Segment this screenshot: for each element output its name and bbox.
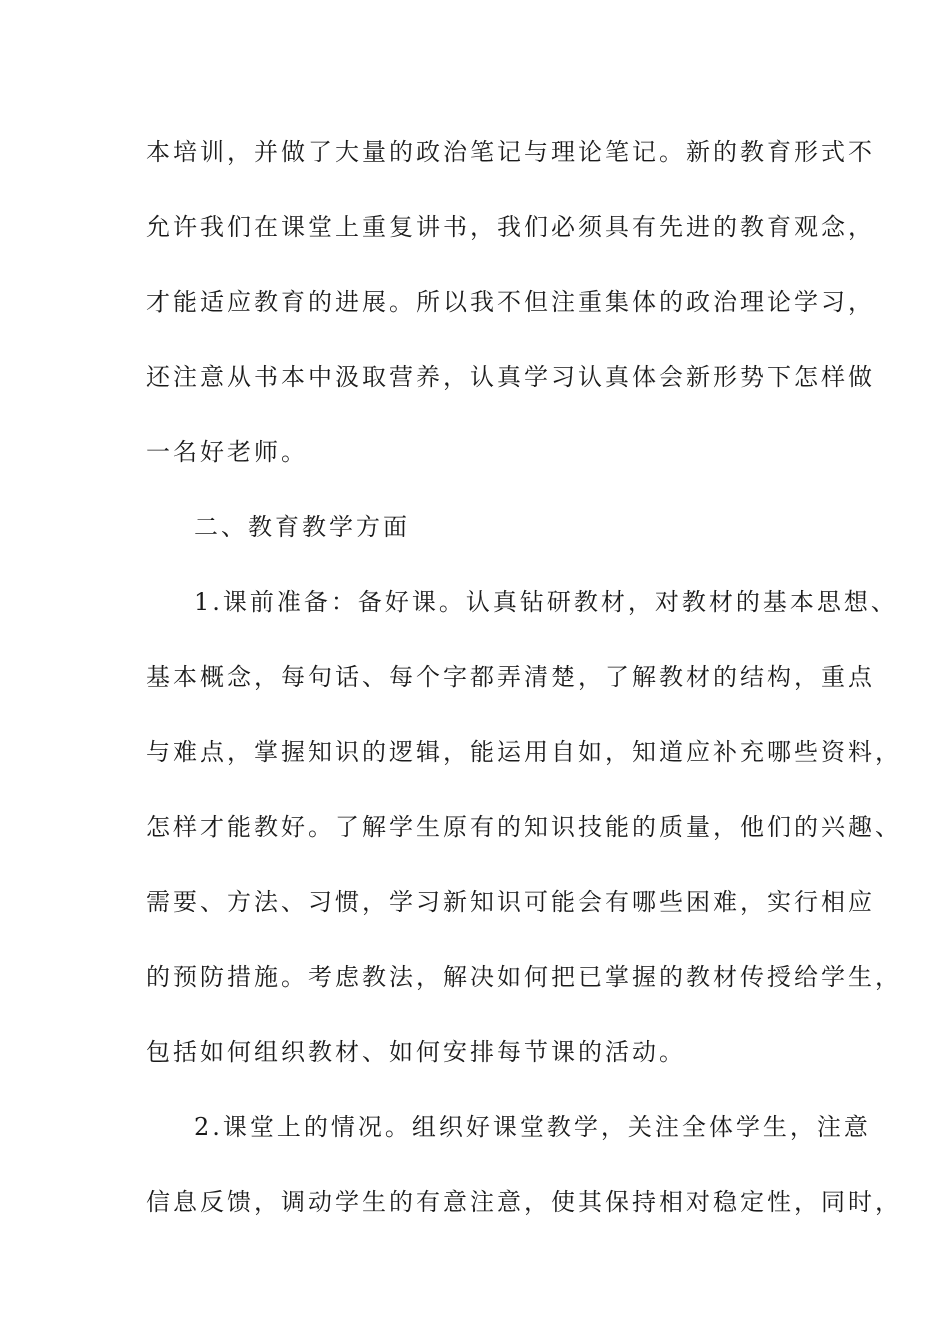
text-line: 与难点，掌握知识的逻辑，能运用自如，知道应补充哪些资料， <box>146 738 902 766</box>
text-line: 基本概念，每句话、每个字都弄清楚，了解教材的结构，重点 <box>146 663 875 691</box>
text-line: 2.课堂上的情况。组织好课堂教学，关注全体学生，注意 <box>194 1113 871 1141</box>
text-line: 需要、方法、习惯，学习新知识可能会有哪些困难，实行相应 <box>146 888 875 916</box>
text-line: 1.课前准备：备好课。认真钻研教材，对教材的基本思想、 <box>194 588 898 616</box>
text-line: 才能适应教育的进展。所以我不但注重集体的政治理论学习， <box>146 288 875 316</box>
text-line: 的预防措施。考虑教法，解决如何把已掌握的教材传授给学生， <box>146 963 902 991</box>
text-line: 包括如何组织教材、如何安排每节课的活动。 <box>146 1038 686 1066</box>
text-line: 信息反馈，调动学生的有意注意，使其保持相对稳定性，同时， <box>146 1188 902 1216</box>
text-line: 怎样才能教好。了解学生原有的知识技能的质量，他们的兴趣、 <box>146 813 902 841</box>
text-line: 本培训，并做了大量的政治笔记与理论笔记。新的教育形式不 <box>146 138 875 166</box>
text-line: 还注意从书本中汲取营养，认真学习认真体会新形势下怎样做 <box>146 363 875 391</box>
text-line: 一名好老师。 <box>146 438 308 466</box>
section-heading: 二、教育教学方面 <box>194 513 410 541</box>
text-line: 允许我们在课堂上重复讲书，我们必须具有先进的教育观念， <box>146 213 875 241</box>
body-text <box>146 128 902 1253</box>
